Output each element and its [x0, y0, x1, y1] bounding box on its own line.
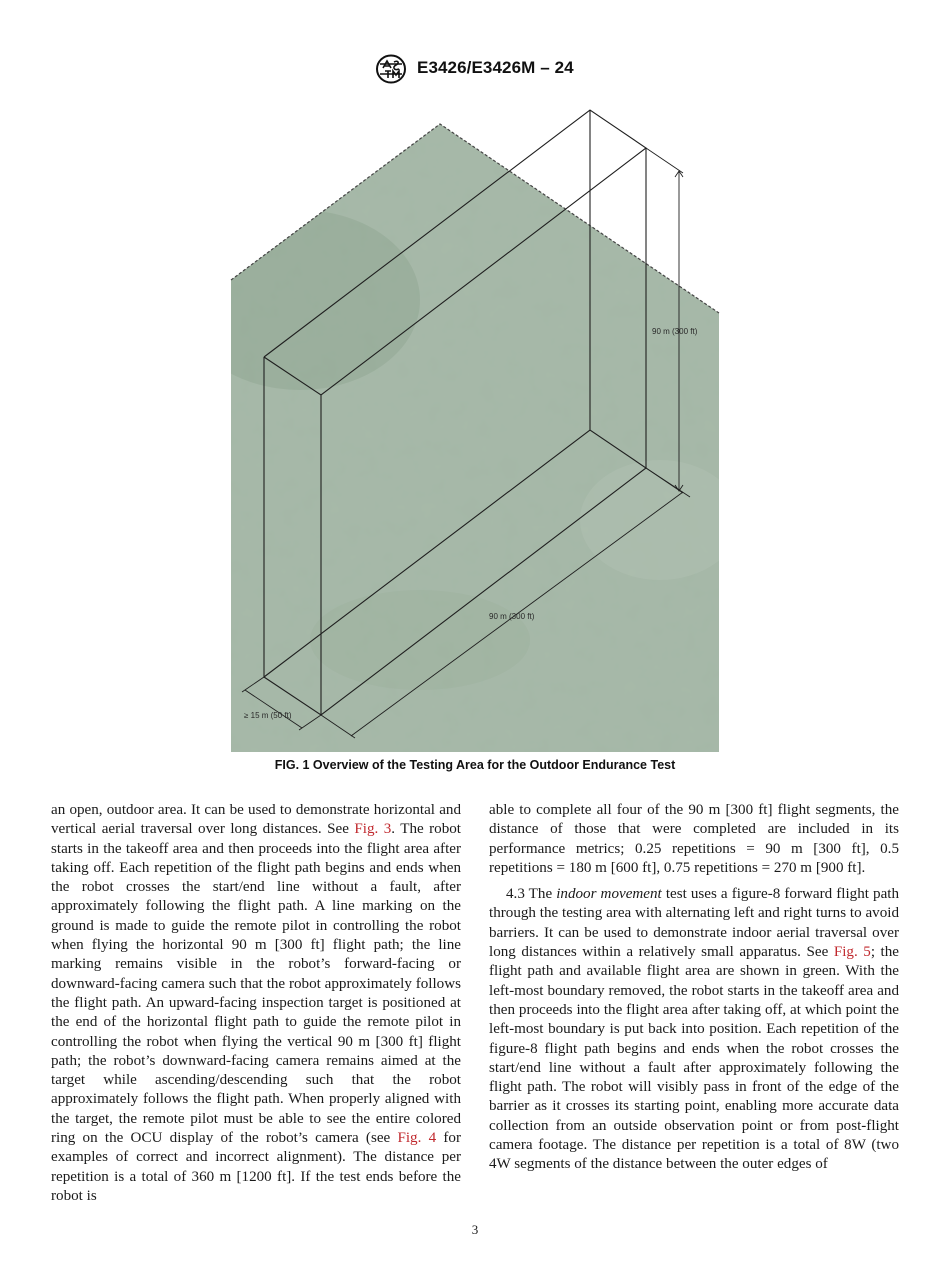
- width-dimension-label: ≥ 15 m (50 ft): [244, 711, 292, 720]
- right-column: [489, 801, 899, 1175]
- paragraph-outdoor-endurance: an open, outdoor area. It can be used to demonstrate horizontal and vertical aerial traversal over long distances. See Fig. 3. The robot starts in the takeoff area and then proceeds into the flight area after taking off. Each repetition of the flight path begins and ends when the robot crosses the start/end line without a fault, after approximately following the flight path. A line marking on the ground is made to guide the remote pilot in controlling the robot when flying the horizontal 90 m [300 ft] flight path; the line marking remains visible in the robot’s forward-facing or downward-facing camera such that the robot approximately follows the flight path. An upward-facing inspection target is positioned at the end of the horizontal flight path to guide the remote pilot in controlling the robot when flying the vertical 90 m [300 ft] flight path; the robot’s downward-facing camera remains aimed at the target while ascending/descending such that the robot approximately follows the flight path. When properly aligned with the target, the remote pilot must be able to see the entire colored ring on the OCU display of the robot’s camera (see Fig. 4 for examples of correct and incorrect alignment). The distance per repetition is a total of 360 m [1200 ft]. If the test ends before the robot is: [51, 802, 462, 1204]
- paragraph-indoor-movement: 4.3 The indoor movement test uses a figure-8 forward flight path through the testing area with alternating left and right turns to avoid barriers. It can be used to demonstrate indoor aerial traversal over long distances within a relatively small apparatus. See Fig. 5; the flight path and available flight area are shown in green. With the left-most boundary removed, the robot starts in the takeoff area and then proceeds into the flight area after taking off, at which point the left-most boundary is put back into position. Each repetition of the figure-8 flight path begins and ends when the robot crosses the start/end line without a fault after approximately following the flight path. The robot will visibly pass in front of the edge of the barrier as it crosses its starting point, enabling more accurate data collection from an outside observation point or from post-flight camera footage. The distance per repetition is a total of 8W (two 4W segments of the distance between the outer edges of: [489, 886, 900, 1173]
- fig-5-link[interactable]: Fig. 5: [833, 944, 871, 961]
- standard-designation: E3426/E3426M – 24: [417, 58, 574, 77]
- left-column: [51, 801, 461, 1206]
- fig-3-link[interactable]: Fig. 3: [354, 821, 392, 838]
- length-dimension-label: 90 m (300 ft): [489, 612, 535, 621]
- fig-4-link[interactable]: Fig. 4: [397, 1130, 437, 1147]
- height-dimension-label: 90 m (300 ft): [652, 327, 698, 336]
- paragraph-metrics: able to complete all four of the 90 m [300 ft] flight segments, the distance of those that were completed are included in its performance metrics; 0.25 repetitions = 90 m [300 ft], 0.5 repetitions = 180 m [600 ft], 0.75 repetitions = 270 m [900 ft].: [489, 802, 899, 876]
- figure-caption: FIG. 1 Overview of the Testing Area for the Outdoor Endurance Test: [274, 758, 676, 772]
- page-number: 3: [471, 1222, 479, 1237]
